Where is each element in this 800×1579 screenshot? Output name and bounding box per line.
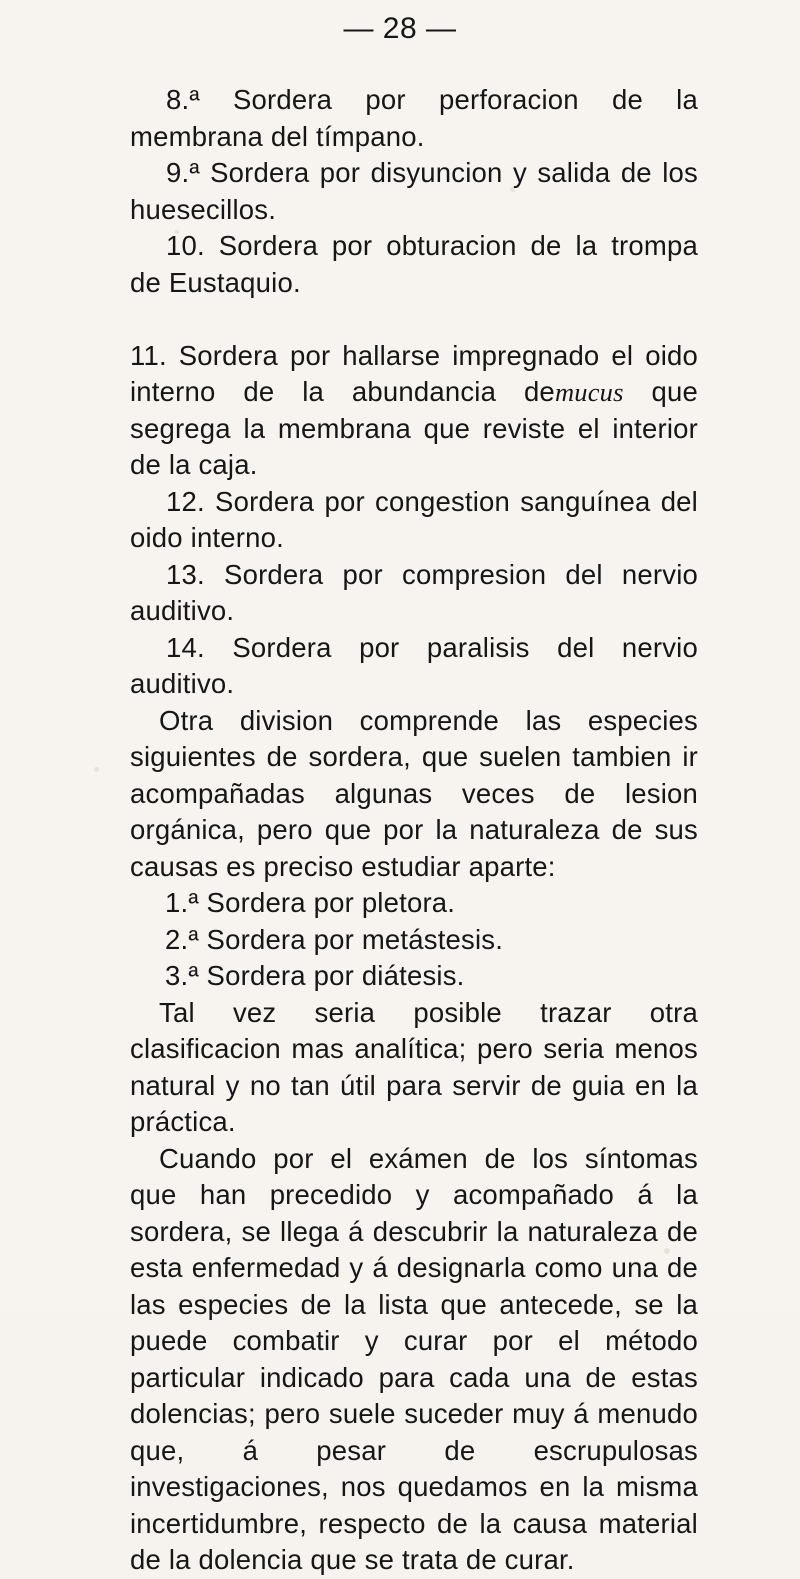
paragraph-examen: Cuando por el exámen de los síntomas que han precedido y acompañado á la sordera, se llega á descubrir la naturaleza de esta enfermedad y á designarla como una de las especies de la lista que antecede, se la puede combatir y curar por el método particular indicado para cada una de estas dolencias; pero suele suceder muy á menudo que, á pesar de escrupulosas investigaciones, nos quedamos en la misma incertidumbre, respecto de la causa material de la dolencia que se trata de curar. [130,1142,698,1575]
list-item-12: 12. Sordera por congestion sanguínea del oido interno. [130,485,698,553]
list-item-diatesis: 3.ª Sordera por diátesis. [165,960,465,991]
list-item-11 [130,301,698,484]
list-item-8: 8.ª Sordera por perforacion de la membrana del tímpano. [130,84,698,152]
paper-speckle [175,230,179,234]
list-item-11-text-start: 11. Sordera por hallarse impregnado el oido interno de la abundancia de [130,339,698,407]
list-item-10: 10. Sordera por obturacion de la trompa de Eustaquio. [130,230,698,298]
list-item-9: 9.ª Sordera por disyuncion y salida de los huesecillos. [130,157,698,225]
list-item-14: 14. Sordera por paralisis del nervio auditivo. [130,631,698,699]
paragraph-clasificacion: Tal vez seria posible trazar otra clasificacion mas analítica; pero seria menos natural y no tan útil para servir de guia en la práctica. [130,996,698,1137]
paper-speckle [94,767,99,772]
paper-speckle [620,390,623,393]
page-content [130,82,698,1579]
list-item-metastesis: 2.ª Sordera por metástesis. [165,923,504,955]
list-item-pletora: 1.ª Sordera por pletora. [165,887,456,918]
paper-speckle [664,1248,670,1254]
list-item-13: 13. Sordera por compresion del nervio auditivo. [130,558,698,626]
page-number: — 28 — [343,12,457,45]
list-item-11-text-end: que segrega la membrana que reviste el interior de la caja. [130,376,699,480]
mucus-term: mucus [554,377,624,407]
paper-speckle [510,187,515,192]
paragraph-division: Otra division comprende las especies siguientes de sordera, que suelen tambien ir acompañadas algunas veces de lesion orgánica, pero que por la naturaleza de sus causas es preciso estudiar aparte: [130,704,698,882]
